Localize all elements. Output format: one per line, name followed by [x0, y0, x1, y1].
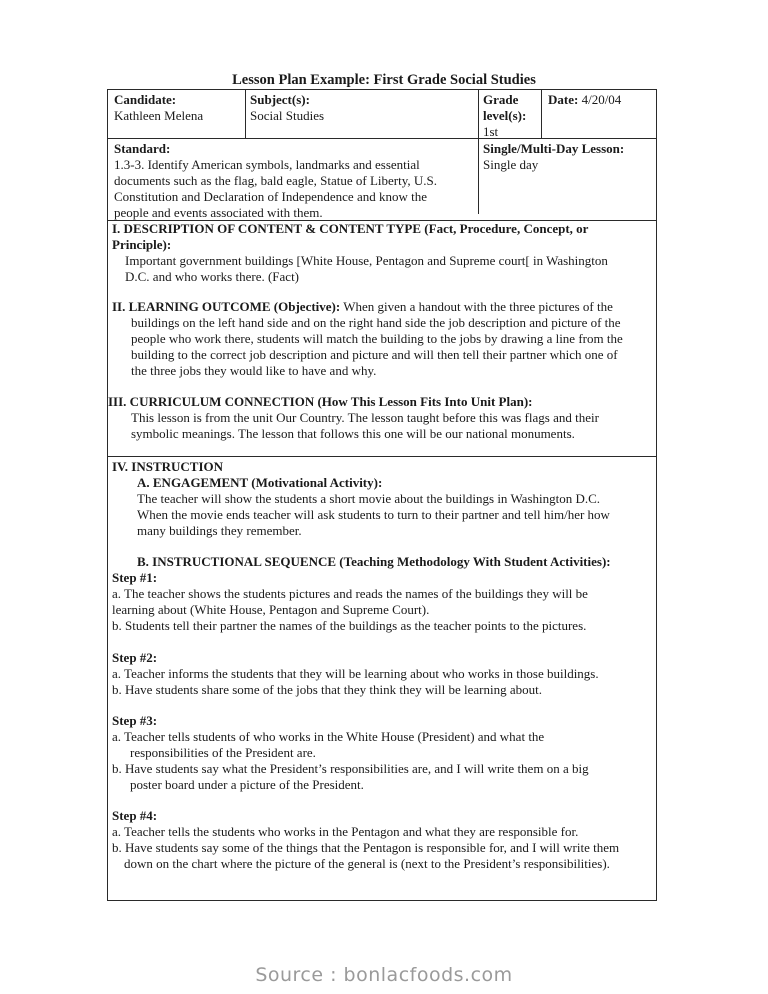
section-2-heading: II. LEARNING OUTCOME (Objective): — [112, 299, 341, 314]
section-3-heading: III. CURRICULUM CONNECTION (How This Lesson Fits Into Unit Plan): — [108, 394, 533, 409]
standard-line: people and events associated with them. — [114, 205, 323, 220]
step-3-line: poster board under a picture of the President. — [130, 777, 364, 792]
section-1-line: Important government buildings [White House, Pentagon and Supreme court[ in Washington — [125, 253, 608, 268]
lesson-length-value: Single day — [483, 157, 539, 172]
grade-label-line2: level(s): — [483, 108, 527, 123]
standard-line: documents such as the flag, bald eagle, Statue of Liberty, U.S. — [114, 173, 437, 188]
section-2-line: the three jobs they would like to have and why. — [131, 363, 377, 378]
section-2-first-line: When given a handout with the three pictures of the — [340, 299, 613, 314]
step-4-line: b. Have students say some of the things that the Pentagon is responsible for, and I will write them — [112, 840, 620, 855]
step-1-line: learning about (White House, Pentagon and Supreme Court). — [112, 602, 430, 617]
date-cell — [548, 92, 621, 108]
step-2-line: a. Teacher informs the students that they will be learning about who works in those buildings. — [112, 666, 599, 681]
section-1-heading: I. DESCRIPTION OF CONTENT & CONTENT TYPE (Fact, Procedure, Concept, or — [112, 221, 589, 236]
step-3-line: responsibilities of the President are. — [130, 745, 316, 760]
step-4-line: down on the chart where the picture of the general is (next to the President’s responsibilities). — [124, 856, 610, 871]
engagement-line: When the movie ends teacher will ask students to turn to their partner and tell him/her how — [137, 507, 610, 522]
section-4 — [112, 459, 652, 539]
candidate-value: Kathleen Melena — [114, 108, 204, 123]
engagement-line: The teacher will show the students a short movie about the buildings in Washington D.C. — [137, 491, 601, 506]
engagement-line: many buildings they remember. — [137, 523, 302, 538]
step-3-line: a. Teacher tells students of who works in the White House (President) and what the — [112, 729, 545, 744]
grade-cell — [483, 92, 526, 140]
step-2-label: Step #2: — [112, 650, 158, 665]
step-1-line: b. Students tell their partner the names of the buildings as the teacher points to the pictures. — [112, 618, 587, 633]
subject-cell — [250, 92, 324, 124]
lesson-length-cell — [483, 141, 624, 173]
step-1-label: Step #1: — [112, 570, 158, 585]
date-value: 4/20/04 — [581, 92, 622, 107]
step-3-label: Step #3: — [112, 713, 158, 728]
sections-box — [107, 220, 657, 457]
sequence-heading: B. INSTRUCTIONAL SEQUENCE (Teaching Methodology With Student Activities): — [137, 554, 611, 569]
candidate-label: Candidate: — [114, 92, 177, 107]
section-2 — [112, 299, 652, 379]
source-watermark: Source : bonlacfoods.com — [255, 964, 513, 986]
section-1-heading-cont: Principle): — [112, 237, 172, 252]
section-1-line: D.C. and who works there. (Fact) — [125, 269, 300, 284]
section-3-line: This lesson is from the unit Our Country. The lesson taught before this was flags and their — [131, 410, 599, 425]
subject-value: Social Studies — [250, 108, 325, 123]
sequence-heading-block — [137, 554, 657, 570]
standard-label: Standard: — [114, 141, 171, 156]
subject-label: Subject(s): — [250, 92, 310, 107]
step-4-line: a. Teacher tells the students who works in the Pentagon and what they are responsible for. — [112, 824, 579, 839]
step-1 — [112, 570, 652, 634]
step-2-line: b. Have students share some of the jobs that they think they will be learning about. — [112, 682, 542, 697]
section-4-heading: IV. INSTRUCTION — [112, 459, 224, 474]
section-2-line: building to the correct job description and picture and will then tell their partner which one of — [131, 347, 618, 362]
section-3 — [108, 394, 653, 442]
candidate-cell — [114, 92, 203, 124]
step-1-line: a. The teacher shows the students pictures and reads the names of the buildings they will be — [112, 586, 588, 601]
engagement-heading: A. ENGAGEMENT (Motivational Activity): — [137, 475, 383, 490]
step-4-label: Step #4: — [112, 808, 158, 823]
standard-cell — [114, 141, 474, 221]
step-3 — [112, 713, 652, 793]
section-2-line: people who work there, students will match the building to the jobs by drawing a line from the — [131, 331, 623, 346]
lesson-length-label: Single/Multi-Day Lesson: — [483, 141, 625, 156]
section-3-line: symbolic meanings. The lesson that follows this one will be our national monuments. — [131, 426, 575, 441]
section-1 — [112, 221, 652, 285]
step-2 — [112, 650, 652, 698]
standard-line: Constitution and Declaration of Independence and know the — [114, 189, 427, 204]
standard-line: 1.3-3. Identify American symbols, landmarks and essential — [114, 157, 420, 172]
step-4 — [112, 808, 652, 872]
grade-value: 1st — [483, 124, 499, 139]
date-label: Date: — [548, 92, 579, 107]
step-3-line: b. Have students say what the President’s responsibilities are, and I will write them on a big — [112, 761, 589, 776]
instruction-box — [107, 456, 657, 901]
grade-label-line1: Grade — [483, 92, 519, 107]
document-title: Lesson Plan Example: First Grade Social Studies — [232, 72, 536, 88]
section-2-line: buildings on the left hand side and on the right hand side the job description and picture of the — [131, 315, 621, 330]
header-table — [107, 89, 657, 221]
